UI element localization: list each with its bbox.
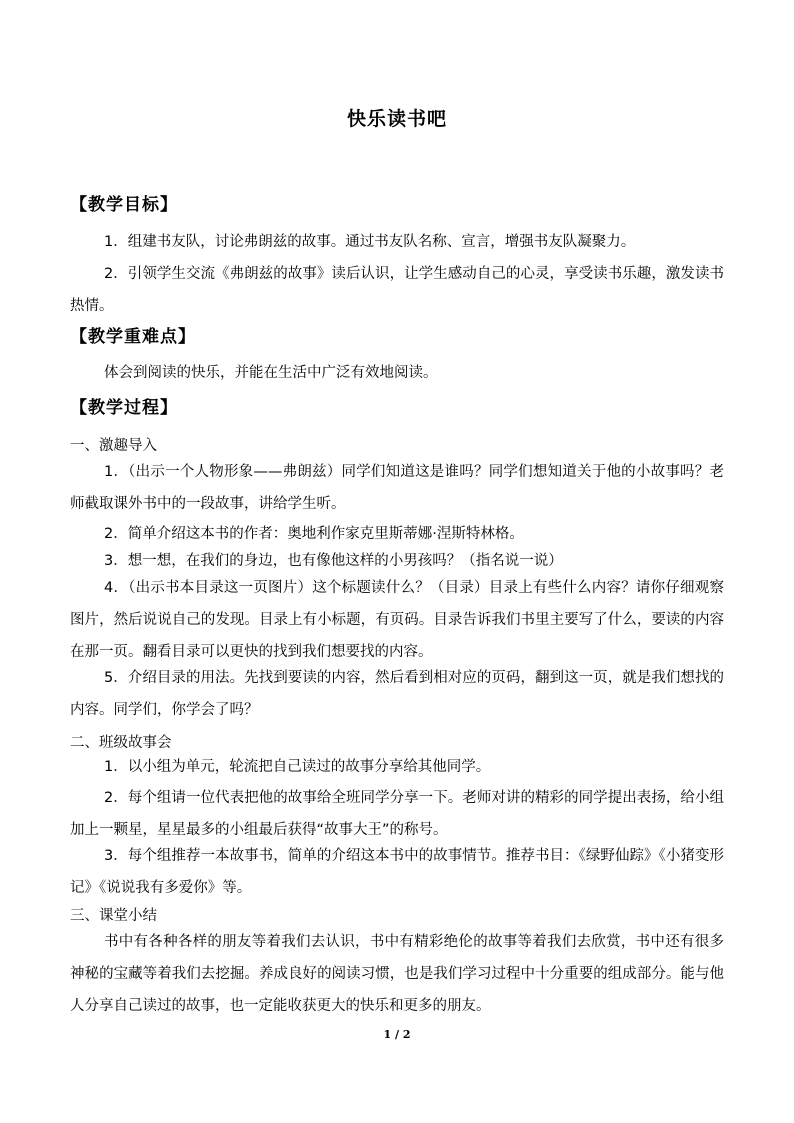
- intro-item-4: 4．（出示书本目录这一页图片）这个标题读什么？（目录）目录上有些什么内容？请你仔细观察图片，然后说说自己的发现。目录上有小标题，有页码。目录告诉我们书里主要写了什么，要读的内容在那一页。翻看目录可以更快的找到我们想要找的内容。: [70, 580, 724, 660]
- intro-item-1: 1．（出示一个人物形象——弗朗兹）同学们知道这是谁吗？同学们想知道关于他的小故事吗？老师截取课外书中的一段故事，讲给学生听。: [70, 464, 724, 512]
- section-heading-story-meeting: 二、班级故事会: [70, 735, 172, 751]
- heading-key-points: 【教学重难点】: [70, 327, 196, 347]
- intro-item-2: 2．简单介绍这本书的作者：奥地利作家克里斯蒂娜·涅斯特林格。: [104, 526, 524, 542]
- heading-teaching-process: 【教学过程】: [70, 398, 178, 418]
- section-heading-intro: 一、激趣导入: [70, 438, 157, 454]
- story-item-1: 1．以小组为单元，轮流把自己读过的故事分享给其他同学。: [104, 759, 491, 775]
- key-points-text: 体会到阅读的快乐，并能在生活中广泛有效地阅读。: [104, 365, 438, 381]
- section-heading-summary: 三、课堂小结: [70, 908, 157, 924]
- goal-item-1: 1．组建书友队，讨论弗朗兹的故事。通过书友队名称、宣言，增强书友队凝聚力。: [104, 234, 636, 250]
- intro-item-5: 5．介绍目录的用法。先找到要读的内容，然后看到相对应的页码，翻到这一页，就是我们想找的内容。同学们，你学会了吗？: [70, 670, 724, 718]
- intro-item-3: 3．想一想，在我们的身边，也有像他这样的小男孩吗？（指名说一说）: [104, 553, 563, 569]
- page-number: 1 / 2: [383, 1028, 411, 1041]
- story-item-3: 3．每个组推荐一本故事书，简单的介绍这本书中的故事情节。推荐书目：《绿野仙踪》《小猪变形记》《说说我有多爱你》等。: [70, 848, 724, 896]
- heading-teaching-goals: 【教学目标】: [70, 195, 178, 215]
- summary-paragraph: 书中有各种各样的朋友等着我们去认识，书中有精彩绝伦的故事等着我们去欣赏，书中还有很多神秘的宝藏等着我们去挖掘。养成良好的阅读习惯，也是我们学习过程中十分重要的组成部分。能与他人分享自己读过的故事，也一定能收获更大的快乐和更多的朋友。: [70, 934, 724, 1014]
- document-title: 快乐读书吧: [346, 108, 447, 130]
- story-item-2: 2．每个组请一位代表把他的故事给全班同学分享一下。老师对讲的精彩的同学提出表扬，给小组加上一颗星，星星最多的小组最后获得“故事大王”的称号。: [70, 790, 724, 838]
- goal-item-2: 2．引领学生交流《弗朗兹的故事》读后认识，让学生感动自己的心灵，享受读书乐趣，激发读书热情。: [70, 266, 724, 314]
